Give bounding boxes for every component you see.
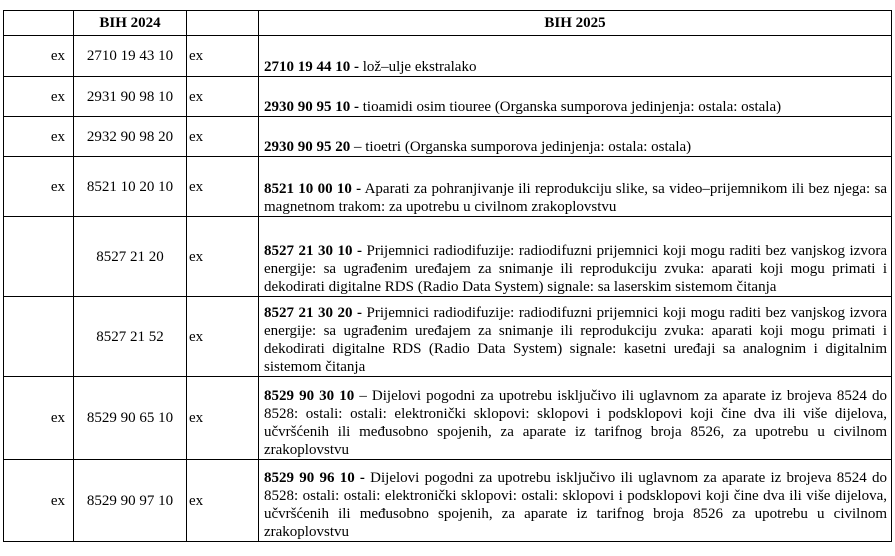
ex-2025-cell: ex	[187, 117, 259, 157]
table-row	[4, 460, 892, 542]
header-bih-2025: BIH 2025	[259, 11, 892, 36]
ex-2024-cell	[4, 217, 74, 297]
description-2025-cell	[259, 77, 892, 117]
table-row	[4, 217, 892, 297]
header-empty-cell	[187, 11, 259, 36]
ex-2024-cell: ex	[4, 460, 74, 542]
ex-2024-cell: ex	[4, 157, 74, 217]
ex-2024-cell: ex	[4, 117, 74, 157]
code-2025: 2710 19 44 10 -	[264, 59, 359, 75]
table-row	[4, 297, 892, 377]
code-2024-cell: 8529 90 65 10	[74, 377, 187, 460]
description-2025-cell	[259, 117, 892, 157]
code-2025: 8529 90 30 10	[264, 388, 355, 404]
table-row	[4, 77, 892, 117]
code-2025: 8527 21 30 20 -	[264, 305, 363, 321]
code-2025: 8521 10 00 10 -	[264, 181, 362, 197]
ex-2024-cell: ex	[4, 36, 74, 77]
description-2025: Aparati za pohranjivanje ili reprodukciju slike, sa video–prijemnikom ili bez njega: sa magnetnom trakom: za upotrebu u civilnom zrakoplovstvu	[264, 181, 887, 215]
description-2025-cell	[259, 36, 892, 77]
description-2025: – tioetri (Organska sumporova jedinjenja: ostala: ostala)	[350, 139, 692, 155]
description-2025: Dijelovi pogodni za upotrebu isključivo ili uglavnom za aparate iz brojeva 8524 do 8528: ostali: ostali: elektronički sklopovi: ostali: sklopovi i podsklopovi koji čine dva ili više dijelova, učvršćenih ili međusobno spojenih, za aparate iz tarifnog broja 8526 za upotrebu u civilnom zrakoplovstvu	[264, 470, 887, 540]
code-2024-cell: 8529 90 97 10	[74, 460, 187, 542]
code-2025: 8527 21 30 10 -	[264, 243, 363, 259]
table-header-row	[4, 11, 892, 36]
ex-2024-cell	[4, 297, 74, 377]
description-2025: tioamidi osim tiouree (Organska sumporova jedinjenja: ostala: ostala)	[359, 99, 782, 115]
table-row	[4, 117, 892, 157]
code-2024-cell: 2932 90 98 20	[74, 117, 187, 157]
code-2024-cell: 8527 21 52	[74, 297, 187, 377]
tariff-correlation-table	[3, 10, 892, 542]
description-2025-cell	[259, 377, 892, 460]
table-row	[4, 377, 892, 460]
ex-2024-cell: ex	[4, 377, 74, 460]
description-2025: lož–ulje ekstralako	[359, 59, 477, 75]
ex-2025-cell: ex	[187, 297, 259, 377]
ex-2025-cell: ex	[187, 36, 259, 77]
code-2024-cell: 2931 90 98 10	[74, 77, 187, 117]
ex-2025-cell: ex	[187, 377, 259, 460]
description-2025-cell	[259, 297, 892, 377]
description-2025-cell	[259, 460, 892, 542]
code-2024-cell: 2710 19 43 10	[74, 36, 187, 77]
header-bih-2024: BIH 2024	[74, 11, 187, 36]
table-row	[4, 36, 892, 77]
ex-2025-cell: ex	[187, 77, 259, 117]
description-2025: Prijemnici radiodifuzije: radiodifuzni prijemnici koji mogu raditi bez vanjskog izvora energije: sa ugrađenim uređajem za snimanje ili reprodukciju zvuka: aparati koji mogu primati i dekodirati digitalne RDS (Radio Data System) signale: kasetni uređaji sa analognim i digitalnim sistemom čitanja	[264, 305, 887, 375]
header-empty-cell	[4, 11, 74, 36]
ex-2024-cell: ex	[4, 77, 74, 117]
description-2025: – Dijelovi pogodni za upotrebu isključivo ili uglavnom za aparate iz brojeva 8524 do 8528: ostali: ostali: elektronički sklopovi: sklopovi i podsklopovi koji čine dva ili više dijelova, učvršćenih ili međusobno spojenih, za aparate iz tarifnog broja 8526, za upotrebu u civilnom zrakoplovstvu	[264, 388, 887, 458]
description-2025-cell	[259, 157, 892, 217]
code-2024-cell: 8527 21 20	[74, 217, 187, 297]
description-2025: Prijemnici radiodifuzije: radiodifuzni prijemnici koji mogu raditi bez vanjskog izvora energije: sa ugrađenim uređajem za snimanje ili reprodukciju zvuka: aparati koji mogu primati i dekodirati digitalne RDS (Radio Data System) signale: sa laserskim sistemom čitanja	[264, 243, 887, 295]
table-row	[4, 157, 892, 217]
code-2024-cell: 8521 10 20 10	[74, 157, 187, 217]
code-2025: 2930 90 95 10 -	[264, 99, 359, 115]
ex-2025-cell: ex	[187, 217, 259, 297]
code-2025: 8529 90 96 10 -	[264, 470, 365, 486]
code-2025: 2930 90 95 20	[264, 139, 351, 155]
ex-2025-cell: ex	[187, 460, 259, 542]
description-2025-cell	[259, 217, 892, 297]
ex-2025-cell: ex	[187, 157, 259, 217]
